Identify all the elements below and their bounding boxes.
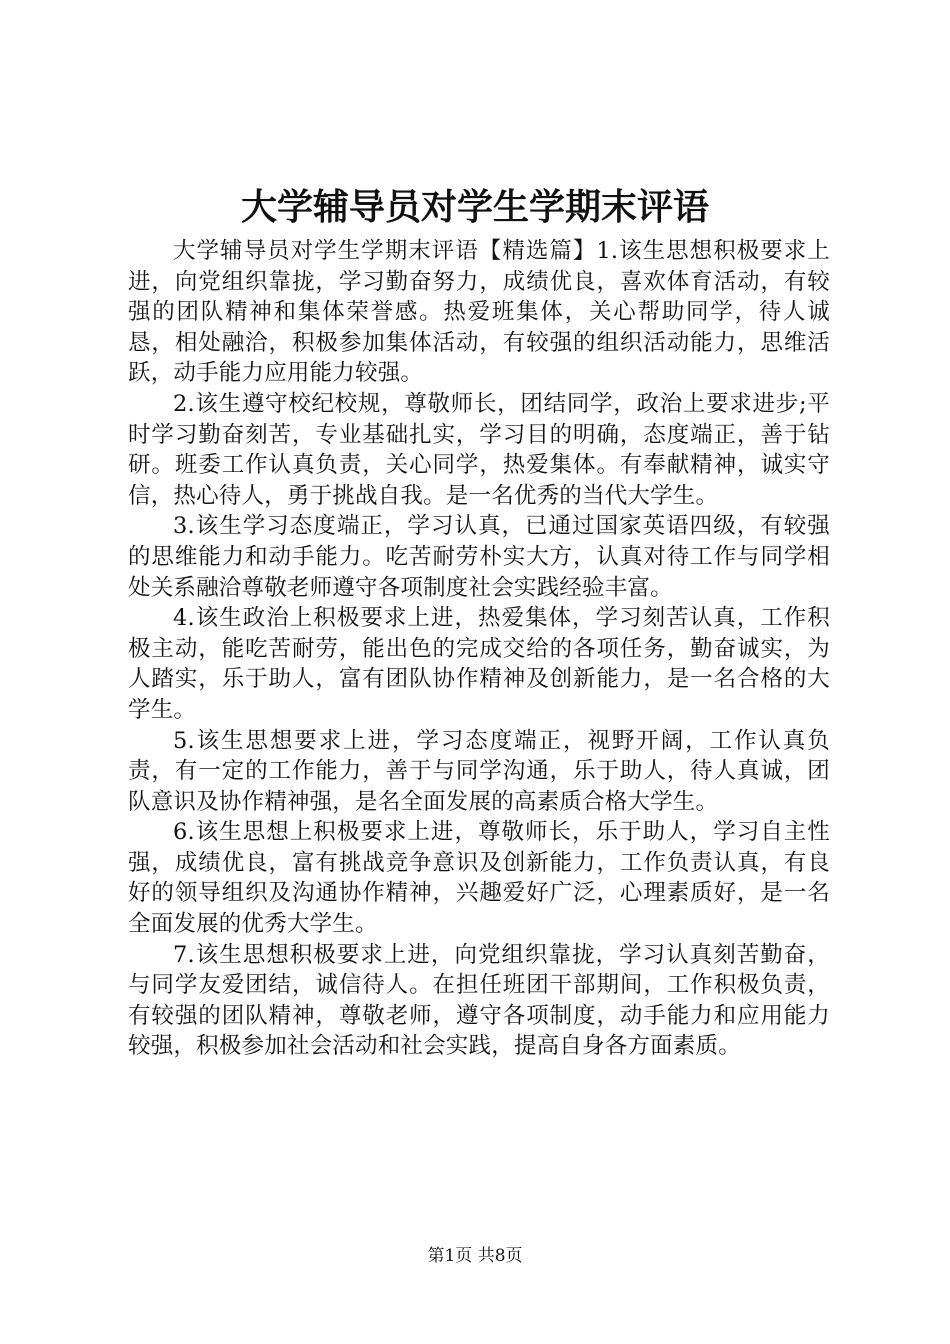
document-body bbox=[128, 236, 830, 1062]
paragraph-7: 7.该生思想积极要求上进，向党组织靠拢，学习认真刻苦勤奋，与同学友爱团结，诚信待人。在担任班团干部期间，工作积极负责，有较强的团队精神，尊敬老师，遵守各项制度，动手能力和应用能力较强，积极参加社会活动和社会实践，提高自身各方面素质。 bbox=[128, 941, 830, 1060]
page-footer: 第1页 共8页 bbox=[427, 1246, 523, 1266]
paragraph-3: 3.该生学习态度端正，学习认真，已通过国家英语四级，有较强的思维能力和动手能力。吃苦耐劳朴实大方，认真对待工作与同学相处关系融洽尊敬老师遵守各项制度社会实践经验丰富。 bbox=[128, 513, 830, 601]
paragraph-6: 6.该生思想上积极要求上进，尊敬师长，乐于助人，学习自主性强，成绩优良，富有挑战竞争意识及创新能力，工作负责认真，有良好的领导组织及沟通协作精神，兴趣爱好广泛，心理素质好，是一名全面发展的优秀大学生。 bbox=[128, 819, 830, 938]
page-title: 大学辅导员对学生学期末评语 bbox=[240, 187, 709, 228]
paragraph-4: 4.该生政治上积极要求上进，热爱集体，学习刻苦认真，工作积极主动，能吃苦耐劳，能出色的完成交给的各项任务，勤奋诚实，为人踏实，乐于助人，富有团队协作精神及创新能力，是一名合格的大学生。 bbox=[128, 605, 830, 723]
paragraph-2: 2.该生遵守校纪校规，尊敬师长，团结同学，政治上要求进步;平时学习勤奋刻苦，专业基础扎实，学习目的明确，态度端正，善于钻研。班委工作认真负责，关心同学，热爱集体。有奉献精神，诚实守信，热心待人，勇于挑战自我。是一名优秀的当代大学生。 bbox=[128, 390, 830, 509]
paragraph-5: 5.该生思想要求上进，学习态度端正，视野开阔，工作认真负责，有一定的工作能力，善于与同学沟通，乐于助人，待人真诚，团队意识及协作精神强，是名全面发展的高素质合格大学生。 bbox=[128, 727, 830, 815]
paragraph-1: 大学辅导员对学生学期末评语【精选篇】1.该生思想积极要求上进，向党组织靠拢，学习勤奋努力，成绩优良，喜欢体育活动，有较强的团队精神和集体荣誉感。热爱班集体，关心帮助同学，待人诚恳，相处融洽，积极参加集体活动，有较强的组织活动能力，思维活跃，动手能力应用能力较强。 bbox=[128, 238, 830, 387]
